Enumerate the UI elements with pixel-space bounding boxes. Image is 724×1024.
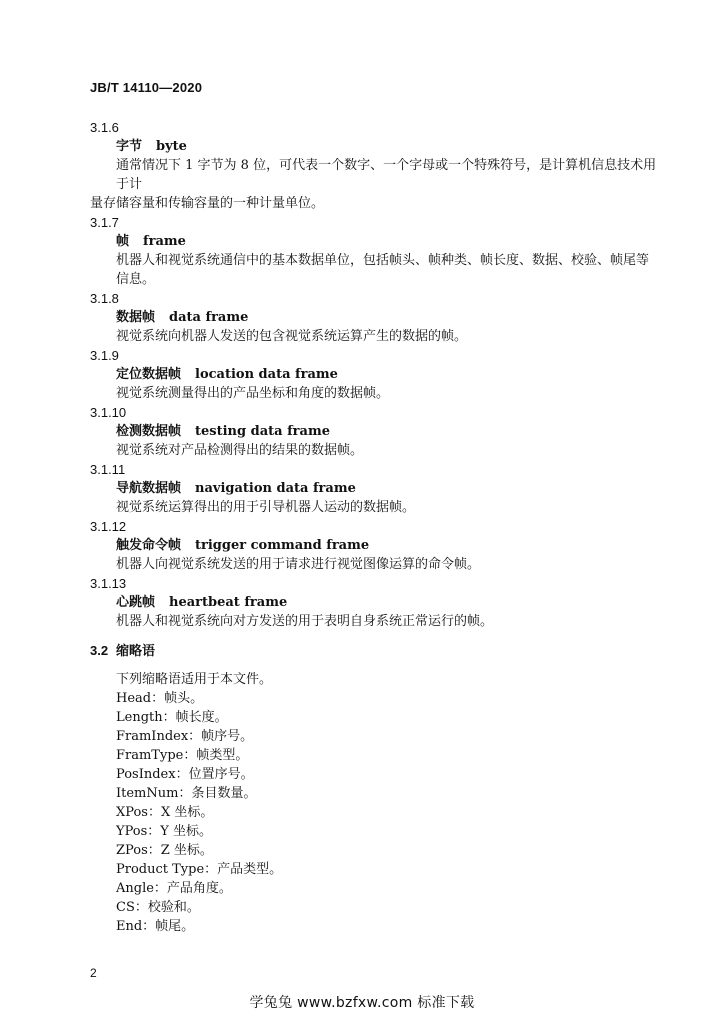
term-number: 3.1.8 — [90, 291, 119, 306]
term-en: trigger command frame — [195, 538, 370, 553]
term-title — [116, 593, 660, 612]
abbreviation-item: Angle：产品角度。 — [116, 881, 232, 896]
term-zh: 导航数据帧 — [116, 481, 182, 496]
abbreviation-item: CS：校验和。 — [116, 900, 200, 915]
term-number: 3.1.12 — [90, 519, 127, 534]
term-number: 3.1.7 — [90, 215, 119, 230]
term-zh: 心跳帧 — [116, 595, 156, 610]
term-number: 3.1.13 — [90, 576, 127, 591]
page-number: 2 — [90, 966, 97, 980]
term-3-1-12 — [90, 517, 660, 574]
term-en: navigation data frame — [195, 481, 356, 496]
abbreviation-item: XPos：X 坐标。 — [116, 805, 214, 820]
document-body — [90, 118, 660, 936]
term-number: 3.1.9 — [90, 348, 119, 363]
term-number: 3.1.6 — [90, 120, 119, 135]
term-en: frame — [143, 234, 186, 249]
term-en: data frame — [169, 310, 249, 325]
abbreviations-intro: 下列缩略语适用于本文件。 — [116, 672, 273, 687]
abbreviation-item: Head：帧头。 — [116, 691, 204, 706]
term-3-1-9 — [90, 346, 660, 403]
term-zh: 触发命令帧 — [116, 538, 182, 553]
term-zh: 数据帧 — [116, 310, 156, 325]
abbreviation-item: Product Type：产品类型。 — [116, 862, 283, 877]
document-id-header: JB/T 14110—2020 — [90, 80, 203, 95]
term-zh: 定位数据帧 — [116, 367, 182, 382]
section-title: 缩略语 — [116, 644, 156, 659]
term-en: heartbeat frame — [169, 595, 288, 610]
term-zh: 检测数据帧 — [116, 424, 182, 439]
term-en: testing data frame — [195, 424, 330, 439]
abbreviation-item: FramType：帧类型。 — [116, 748, 249, 763]
term-definition: 机器人和视觉系统向对方发送的用于表明自身系统正常运行的帧。 — [116, 614, 494, 629]
term-definition: 机器人和视觉系统通信中的基本数据单位，包括帧头、帧种类、帧长度、数据、校验、帧尾等信息。 — [116, 253, 650, 287]
section-number: 3.2 — [90, 643, 109, 658]
term-title — [116, 308, 660, 327]
abbreviation-item: ZPos：Z 坐标。 — [116, 843, 213, 858]
term-definition: 视觉系统测量得出的产品坐标和角度的数据帧。 — [116, 386, 390, 401]
term-title — [116, 365, 660, 384]
term-definition: 视觉系统运算得出的用于引导机器人运动的数据帧。 — [116, 500, 416, 515]
term-definition: 视觉系统向机器人发送的包含视觉系统运算产生的数据的帧。 — [116, 329, 468, 344]
term-3-1-6 — [90, 118, 660, 213]
abbreviation-item: YPos：Y 坐标。 — [116, 824, 213, 839]
term-title — [116, 479, 660, 498]
abbreviation-item: PosIndex：位置序号。 — [116, 767, 254, 782]
term-3-1-13 — [90, 574, 660, 631]
term-zh: 字节 — [116, 139, 143, 154]
term-definition: 通常情况下 1 字节为 8 位，可代表一个数字、一个字母或一个特殊符号，是计算机信息技术用于计 — [116, 158, 657, 192]
term-en: location data frame — [195, 367, 338, 382]
term-title — [116, 536, 660, 555]
term-definition-continued: 量存储容量和传输容量的一种计量单位。 — [90, 196, 325, 211]
term-en: byte — [156, 139, 187, 154]
term-3-1-7 — [90, 213, 660, 289]
term-number: 3.1.11 — [90, 462, 126, 477]
term-title — [116, 422, 660, 441]
abbreviation-item: Length：帧长度。 — [116, 710, 228, 725]
abbreviation-item: End：帧尾。 — [116, 919, 195, 934]
section-heading-abbreviations — [90, 641, 660, 660]
abbreviation-list — [90, 689, 660, 936]
term-definition: 视觉系统对产品检测得出的结果的数据帧。 — [116, 443, 364, 458]
abbreviation-item: ItemNum：条目数量。 — [116, 786, 257, 801]
term-3-1-11 — [90, 460, 660, 517]
term-definition: 机器人向视觉系统发送的用于请求进行视觉图像运算的命令帧。 — [116, 557, 481, 572]
term-zh: 帧 — [116, 234, 130, 249]
term-3-1-8 — [90, 289, 660, 346]
term-title — [116, 137, 660, 156]
term-3-1-10 — [90, 403, 660, 460]
term-title — [116, 232, 660, 251]
site-watermark: 学兔兔 www.bzfxw.com 标准下载 — [249, 995, 475, 1011]
abbreviation-item: FramIndex：帧序号。 — [116, 729, 254, 744]
term-number: 3.1.10 — [90, 405, 127, 420]
